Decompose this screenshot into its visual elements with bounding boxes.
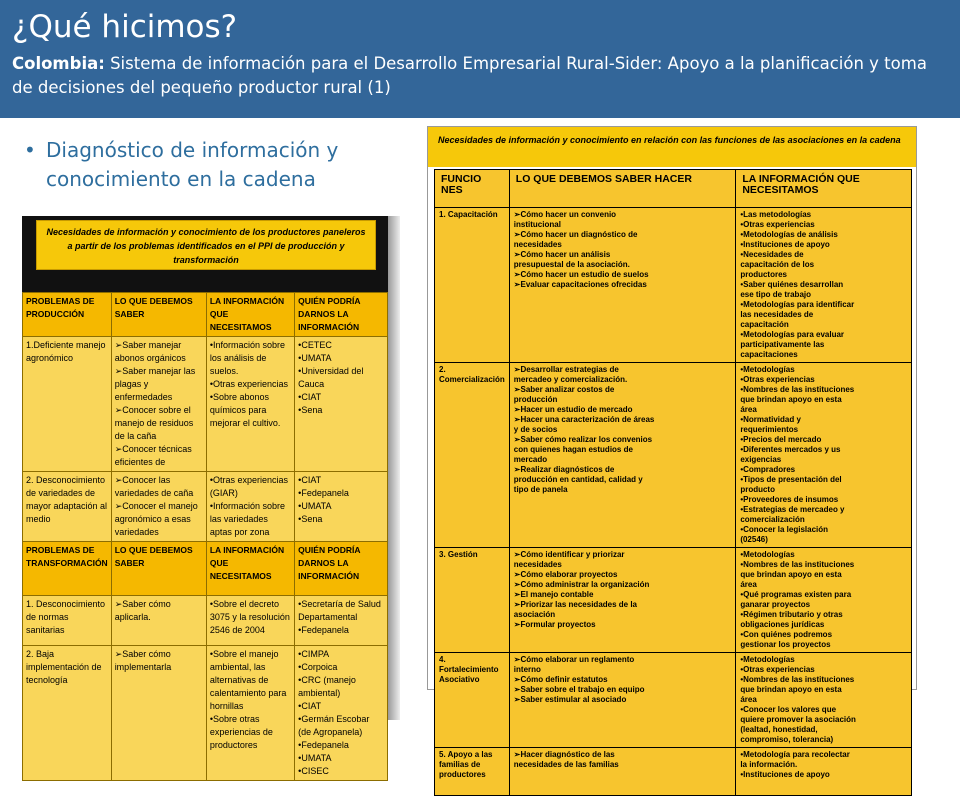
cell-line: •CRC (manejo ambiental) <box>298 675 356 698</box>
function-cell: 2. Comercialización <box>435 363 510 548</box>
cell-line: (lealtad, honestidad, <box>740 725 818 734</box>
cell-line: •Tipos de presentación del <box>740 475 842 484</box>
cell-line: necesidades de las familias <box>513 760 619 769</box>
cell-line: •Otras experiencias <box>740 375 815 384</box>
cell-line: •Otras experiencias (GIAR) <box>209 475 289 498</box>
cell-line: producción en cantidad, calidad y <box>513 475 643 484</box>
cell-line: ➢Saber manejar abonos orgánicos <box>114 340 186 363</box>
cell-line: ➢Saber analizar costos de <box>513 385 615 394</box>
left-table-caption: Necesidades de información y conocimiento de los productores paneleros a partir de los problemas identificados en el PPI de producción y transformación <box>36 220 376 270</box>
cell-line: •CIAT <box>298 701 322 711</box>
cell-line: ➢Saber sobre el trabajo en equipo <box>513 685 645 694</box>
table-header-cell: QUIÉN PODRÍA DARNOS LA INFORMACIÓN <box>295 293 388 337</box>
cell-line: ➢Evaluar capacitaciones ofrecidas <box>513 280 647 289</box>
cell-line: necesidades <box>513 560 562 569</box>
cell-line: •Diferentes mercados y us <box>740 445 841 454</box>
cell-line: ➢Cómo hacer un convenio <box>513 210 617 219</box>
cell-line: ➢Realizar diagnósticos de <box>513 465 615 474</box>
cell-line: •UMATA <box>298 753 332 763</box>
cell-line: interno <box>513 665 541 674</box>
saber-cell <box>509 208 736 363</box>
bullet-icon: • <box>24 138 36 162</box>
cell-line: •Estrategias de mercadeo y <box>740 505 845 514</box>
cell-line: con quienes hagan estudios de <box>513 445 633 454</box>
cell-line: •Nombres de las instituciones <box>740 560 855 569</box>
info-cell <box>736 653 912 748</box>
cell-line: ➢Saber cómo aplicarla. <box>114 599 171 622</box>
right-table-caption: Necesidades de información y conocimiento en relación con las funciones de las asociaciones en la cadena <box>428 127 916 167</box>
function-cell: 5. Apoyo a las familias de productores <box>435 748 510 796</box>
cell-line: ➢El manejo contable <box>513 590 594 599</box>
saber-cell <box>111 472 206 542</box>
cell-line: •Metodologías para identificar <box>740 300 855 309</box>
cell-line: •Las metodologías <box>740 210 812 219</box>
cell-line: ese tipo de trabajo <box>740 290 811 299</box>
saber-cell <box>111 596 206 646</box>
table-header-cell: QUIÉN PODRÍA DARNOS LA INFORMACIÓN <box>295 542 388 596</box>
cell-line: requerimientos <box>740 425 799 434</box>
cell-line: tipo de panela <box>513 485 568 494</box>
cell-line: •Información sobre los análisis de suelos. <box>209 340 286 376</box>
cell-line: necesidades <box>513 240 562 249</box>
info-cell <box>206 646 294 781</box>
table-row <box>435 653 912 748</box>
cell-line: mercado <box>513 455 548 464</box>
cell-line: •Otras experiencias <box>740 665 815 674</box>
cell-line: •Precios del mercado <box>740 435 822 444</box>
subtitle-text: Sistema de información para el Desarrollo Empresarial Rural-Sider: Apoyo a la planificación y toma de decisiones del pequeño productor rural (1) <box>12 54 927 97</box>
cell-line: producto <box>740 485 775 494</box>
slide-header <box>0 0 960 118</box>
cell-line: capacitaciones <box>740 350 798 359</box>
slide-subtitle <box>12 52 948 100</box>
table-row <box>435 208 912 363</box>
table-row <box>435 363 912 548</box>
cell-line: ➢Desarrollar estrategias de <box>513 365 619 374</box>
saber-cell <box>509 548 736 653</box>
bullet-text: Diagnóstico de información y conocimiento en la cadena <box>46 138 339 191</box>
left-table-shadow <box>388 216 400 720</box>
quien-cell <box>295 472 388 542</box>
cell-line: ➢Conocer las variedades de caña <box>114 475 194 498</box>
info-cell <box>206 337 294 472</box>
cell-line: •Sobre otras experiencias de productores <box>209 714 273 750</box>
cell-line: área <box>740 405 757 414</box>
cell-line: capacitación de los <box>740 260 815 269</box>
cell-line: ➢Formular proyectos <box>513 620 596 629</box>
cell-line: •Instituciones de apoyo <box>740 770 830 779</box>
cell-line: •Metodologías <box>740 550 795 559</box>
quien-cell <box>295 337 388 472</box>
cell-line: •Instituciones de apoyo <box>740 240 830 249</box>
saber-cell <box>111 337 206 472</box>
cell-line: •Metodologías <box>740 655 795 664</box>
cell-line: ➢Cómo hacer un diagnóstico de <box>513 230 638 239</box>
cell-line: •Compradores <box>740 465 796 474</box>
table-header-cell: PROBLEMAS DE PRODUCCIÓN <box>23 293 112 337</box>
cell-line: la información. <box>740 760 798 769</box>
table-header-cell: LO QUE DEBEMOS SABER <box>111 542 206 596</box>
cell-line: •CISEC <box>298 766 329 776</box>
cell-line: ➢Cómo definir estatutos <box>513 675 608 684</box>
problem-cell: 2. Baja implementación de tecnología <box>23 646 112 781</box>
cell-line: •Otras experiencias <box>209 379 289 389</box>
cell-line: •Conocer la legislación <box>740 525 829 534</box>
cell-line: ➢Saber cómo implementarla <box>114 649 172 672</box>
cell-line: •Necesidades de <box>740 250 804 259</box>
cell-line: institucional <box>513 220 561 229</box>
cell-line: •Fedepanela <box>298 740 349 750</box>
table-header-row <box>23 542 388 596</box>
quien-cell <box>295 596 388 646</box>
cell-line: •Información sobre las variedades aptas por zona <box>209 501 286 537</box>
cell-line: •Nombres de las instituciones <box>740 385 855 394</box>
cell-line: •CETEC <box>298 340 332 350</box>
cell-line: obligaciones jurídicas <box>740 620 825 629</box>
info-cell <box>736 748 912 796</box>
cell-line: productores <box>740 270 787 279</box>
cell-line: •Corpoica <box>298 662 338 672</box>
info-cell <box>736 548 912 653</box>
cell-line: •Germán Escobar (de Agropanela) <box>298 714 370 737</box>
info-cell <box>736 208 912 363</box>
cell-line: comercialización <box>740 515 805 524</box>
cell-line: mercadeo y comercialización. <box>513 375 628 384</box>
cell-line: asociación <box>513 610 556 619</box>
cell-line: •Sena <box>298 514 323 524</box>
cell-line: exigencias <box>740 455 782 464</box>
cell-line: producción <box>513 395 558 404</box>
saber-cell <box>509 748 736 796</box>
table-row <box>23 646 388 781</box>
left-table <box>22 292 388 781</box>
problem-cell: 1. Desconocimiento de normas sanitarias <box>23 596 112 646</box>
cell-line: área <box>740 695 757 704</box>
cell-line: participativamente las <box>740 340 825 349</box>
cell-line: •CIAT <box>298 475 322 485</box>
table-header-row <box>23 293 388 337</box>
cell-line: •Régimen tributario y otras <box>740 610 843 619</box>
info-cell <box>206 472 294 542</box>
cell-line: (02546) <box>740 535 768 544</box>
saber-cell <box>111 646 206 781</box>
table-row <box>435 748 912 796</box>
table-header-cell: LA INFORMACIÓN QUE NECESITAMOS <box>206 542 294 596</box>
cell-line: •UMATA <box>298 501 332 511</box>
cell-line: •Metodologías para evaluar <box>740 330 845 339</box>
table-header-cell: PROBLEMAS DE TRANSFORMACIÓN <box>23 542 112 596</box>
cell-line: ➢Hacer diagnóstico de las <box>513 750 615 759</box>
function-cell: 1. Capacitación <box>435 208 510 363</box>
cell-line: ➢Cómo elaborar un reglamento <box>513 655 635 664</box>
saber-cell <box>509 653 736 748</box>
cell-line: ➢Saber manejar las plagas y enfermedades <box>114 366 196 402</box>
cell-line: que brindan apoyo en esta <box>740 395 842 404</box>
problem-cell: 1.Deficiente manejo agronómico <box>23 337 112 472</box>
slide-title: ¿Qué hicimos? <box>12 9 238 45</box>
cell-line: •Qué programas existen para <box>740 590 852 599</box>
cell-line: ➢Cómo hacer un estudio de suelos <box>513 270 649 279</box>
cell-line: •Otras experiencias <box>740 220 815 229</box>
quien-cell <box>295 646 388 781</box>
cell-line: y de socios <box>513 425 558 434</box>
cell-line: ➢Saber estimular al asociado <box>513 695 627 704</box>
cell-line: •Fedepanela <box>298 625 349 635</box>
cell-line: área <box>740 580 757 589</box>
table-header-cell: LA INFORMACIÓN QUE NECESITAMOS <box>206 293 294 337</box>
cell-line: ➢Saber cómo realizar los convenios <box>513 435 653 444</box>
cell-line: •Metodología para recolectar <box>740 750 850 759</box>
cell-line: ➢Conocer técnicas eficientes de <box>114 444 192 467</box>
table-header-cell: FUNCIO NES <box>435 170 510 208</box>
cell-line: •CIMPA <box>298 649 330 659</box>
table-row <box>23 337 388 472</box>
info-cell <box>206 596 294 646</box>
cell-line: ➢Cómo elaborar proyectos <box>513 570 618 579</box>
cell-line: ➢Hacer una caracterización de áreas <box>513 415 655 424</box>
cell-line: •Nombres de las instituciones <box>740 675 855 684</box>
cell-line: las necesidades de <box>740 310 814 319</box>
cell-line: •CIAT <box>298 392 322 402</box>
table-row <box>23 472 388 542</box>
cell-line: ➢Cómo administrar la organización <box>513 580 650 589</box>
cell-line: que brindan apoyo en esta <box>740 570 842 579</box>
cell-line: •Metodologías de análisis <box>740 230 838 239</box>
table-header-row <box>435 170 912 208</box>
cell-line: •Con quiénes podremos <box>740 630 833 639</box>
right-table <box>434 169 912 796</box>
cell-line: •Sobre abonos químicos para mejorar el cultivo. <box>209 392 281 428</box>
cell-line: ➢Conocer sobre el manejo de residuos de la caña <box>114 405 194 441</box>
function-cell: 4. Fortalecimiento Asociativo <box>435 653 510 748</box>
cell-line: presupuestal de la asociación. <box>513 260 630 269</box>
cell-line: gestionar los proyectos <box>740 640 831 649</box>
cell-line: quiere promover la asociación <box>740 715 856 724</box>
cell-line: •Fedepanela <box>298 488 349 498</box>
right-table-image <box>427 126 917 779</box>
left-table-image <box>22 216 388 776</box>
cell-line: •Metodologías <box>740 365 795 374</box>
table-row <box>435 548 912 653</box>
saber-cell <box>509 363 736 548</box>
cell-line: •Universidad del Cauca <box>298 366 364 389</box>
cell-line: ➢Cómo hacer un análisis <box>513 250 611 259</box>
subtitle-country: Colombia: <box>12 54 105 73</box>
cell-line: ganarar proyectos <box>740 600 811 609</box>
table-row <box>23 596 388 646</box>
cell-line: •Proveedores de insumos <box>740 495 839 504</box>
cell-line: que brindan apoyo en esta <box>740 685 842 694</box>
cell-line: compromiso, tolerancia) <box>740 735 834 744</box>
cell-line: •Conocer los valores que <box>740 705 837 714</box>
cell-line: •UMATA <box>298 353 332 363</box>
table-header-cell: LO QUE DEBEMOS SABER HACER <box>509 170 736 208</box>
cell-line: •Normatividad y <box>740 415 801 424</box>
cell-line: ➢Priorizar las necesidades de la <box>513 600 638 609</box>
cell-line: ➢Conocer el manejo agronómico a esas variedades <box>114 501 198 537</box>
table-header-cell: LO QUE DEBEMOS SABER <box>111 293 206 337</box>
cell-line: •Saber quiénes desarrollan <box>740 280 844 289</box>
cell-line: •Secretaría de Salud Departamental <box>298 599 381 622</box>
problem-cell: 2. Desconocimiento de variedades de mayor adaptación al medio <box>23 472 112 542</box>
cell-line: •Sobre el manejo ambiental, las alternativas de calentamiento para hornillas <box>209 649 287 711</box>
bullet-point <box>24 136 404 194</box>
cell-line: capacitación <box>740 320 789 329</box>
cell-line: ➢Hacer un estudio de mercado <box>513 405 633 414</box>
cell-line: •Sena <box>298 405 323 415</box>
info-cell <box>736 363 912 548</box>
cell-line: ➢Cómo identificar y priorizar <box>513 550 625 559</box>
table-header-cell: LA INFORMACIÓN QUE NECESITAMOS <box>736 170 912 208</box>
cell-line: •Sobre el decreto 3075 y la resolución 2546 de 2004 <box>209 599 290 635</box>
function-cell: 3. Gestión <box>435 548 510 653</box>
